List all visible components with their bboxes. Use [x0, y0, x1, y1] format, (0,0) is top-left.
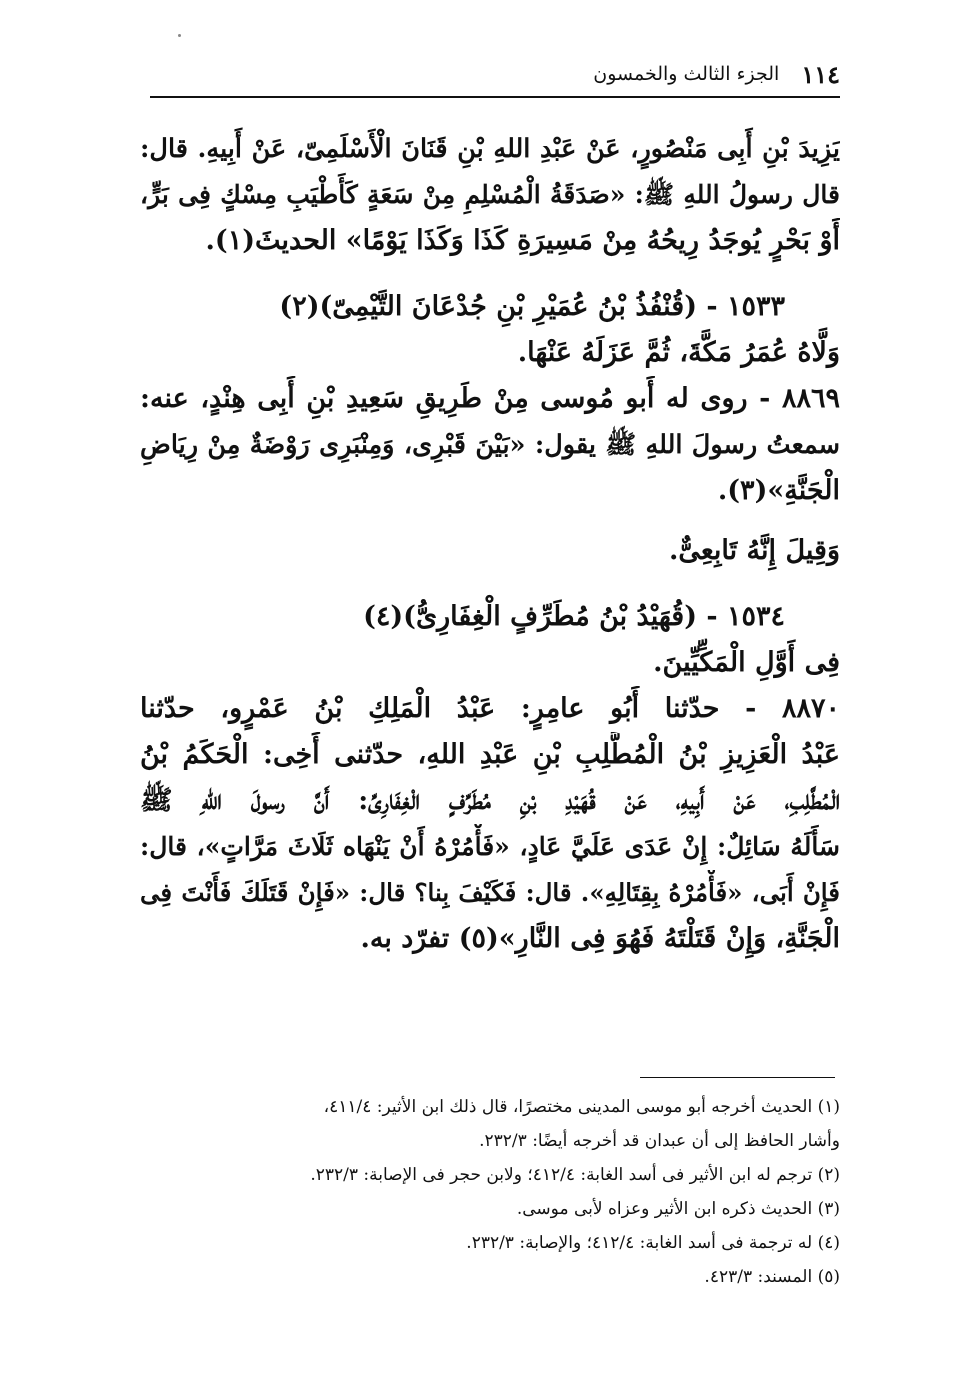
hadith-8870	[140, 686, 840, 962]
text-line: الْمُطَّلِبِ، عَنْ أَبِيهِ، عَنْ قُهَيْدِ بْنِ مُطَرِّفٍ الْغِفَارِىِّ: أَنَّ رسولَ اللهِ ﷺ	[140, 785, 840, 816]
footnote-3: (٣) الحديث ذكره ابن الأثير وعزاه لأبى موسى.	[516, 1199, 840, 1219]
text-line: قال رسولُ اللهِ ﷺ: «صَدَقَةُ الْمُسْلِمِ مِنْ سَعَةٍ كَأَطْيَبِ مِسْكٍ فِى بَرٍّ،	[140, 180, 840, 209]
entry-1534	[140, 594, 840, 686]
footnote-5: (٥) المسند: ٤٢٣/٣.	[704, 1267, 840, 1287]
entry-note: وَلَّاهُ عُمَرُ مَكَّةَ، ثُمَّ عَزَلَهُ عَنْهَا.	[517, 337, 840, 368]
text-line: سمعتُ رسولَ اللهِ ﷺ يقول: «بَيْنَ قَبْرِى، وَمِنْبَرِى رَوْضَةٌ مِنْ رِيَاضِ	[140, 430, 840, 460]
footnotes	[140, 1090, 840, 1294]
running-title: الجزء الثالث والخمسون	[593, 63, 780, 85]
entry-note: فِى أَوَّلِ الْمَكِّيِّينَ.	[653, 647, 840, 678]
entry-1533	[140, 284, 840, 376]
text-line: ٨٨٦٩ - روى له أَبو مُوسى مِنْ طَرِيقِ سَعِيدِ بْنِ أَبِى هِنْدٍ، عنه:	[140, 383, 840, 414]
text-line: سَأَلَهُ سَائِلٌ: إِنْ عَدَى عَلَيَّ عَادٍ، «فَأْمُرْهُ أَنْ يَنْهَاه ثَلَاثَ مَرَّاتٍ»، قال:	[140, 832, 840, 861]
page-number: ١١٤	[801, 59, 840, 89]
scan-speck	[178, 34, 181, 37]
paragraph-continuation	[140, 126, 840, 264]
text-line: ٨٨٧٠ - حدّثنا أَبُو عامِرٍ: عَبْدُ الْمَلِكِ بْنُ عَمْرٍو، حدّثنا	[140, 693, 840, 724]
footnote-1: (١) الحديث أخرجه أبو موسى المدينى مختصرًا، قال ذلك ابن الأثير: ٤١١/٤،	[323, 1097, 840, 1117]
entry-heading: ١٥٣٤ - (قُهَيْدُ بْنُ مُطَرِّفٍ الْغِفَارِىُّ)(٤)	[363, 601, 785, 632]
text-line: الْجَنَّةِ»(٣).	[717, 475, 840, 506]
main-text	[140, 126, 840, 962]
entry-heading: ١٥٣٣ - (قُنْفُذُ بْنُ عُمَيْرِ بْنِ جُدْعَانَ التَّيْمِىّ)(٢)	[279, 291, 785, 322]
text-line: أَوْ بَحْرٍ يُوجَدُ رِيحُهُ مِنْ مَسِيرَةِ كَذَا وَكَذَا يَوْمًا» الحديثَ(١).	[205, 225, 840, 256]
footnote-2: (٢) ترجم له ابن الأثير فى أسد الغابة: ٤١٢/٤؛ ولابن حجر فى الإصابة: ٢٣٢/٣.	[310, 1165, 840, 1185]
text-line: يَزِيدَ بْنِ أَبِى مَنْصُورٍ، عَنْ عَبْدِ اللهِ بْنِ قَنَانَ الْأَسْلَمِىّ، عَنْ أَبِيهِ. قال:	[140, 134, 840, 164]
footnote-rule	[640, 1077, 835, 1078]
hadith-8869	[140, 376, 840, 574]
text-line: وَقِيلَ إِنَّهُ تَابِعِىٌّ.	[668, 535, 840, 566]
text-line: عَبْدُ الْعَزِيزِ بْنُ الْمُطَّلِبِ بْنِ عَبْدِ اللهِ، حدّثنى أَخِى: الْحَكَمُ بْنُ	[140, 739, 840, 770]
page-header	[150, 56, 840, 92]
footnote-1-continued: وأشار الحافظ إلى أن عبدان قد أخرجه أيضًا: ٢٣٢/٣.	[479, 1131, 840, 1151]
text-line: الْجَنَّةِ، وَإِنْ قَتَلْتَهُ فَهُوَ فِى النَّارِ»(٥) تفرّد به.	[360, 923, 840, 954]
text-line: فَإِنْ أَبَى، «فَأْمُرْهُ بِقِتَالِهِ». قال: فَكَيْفَ بِنا؟ قال: «فَإِنْ قَتَلَكَ فَأَنْتَ فِى	[140, 878, 840, 907]
header-rule	[150, 96, 840, 98]
footnote-4: (٤) له ترجمة فى أسد الغابة: ٤١٢/٤؛ والإصابة: ٢٣٢/٣.	[466, 1233, 840, 1253]
